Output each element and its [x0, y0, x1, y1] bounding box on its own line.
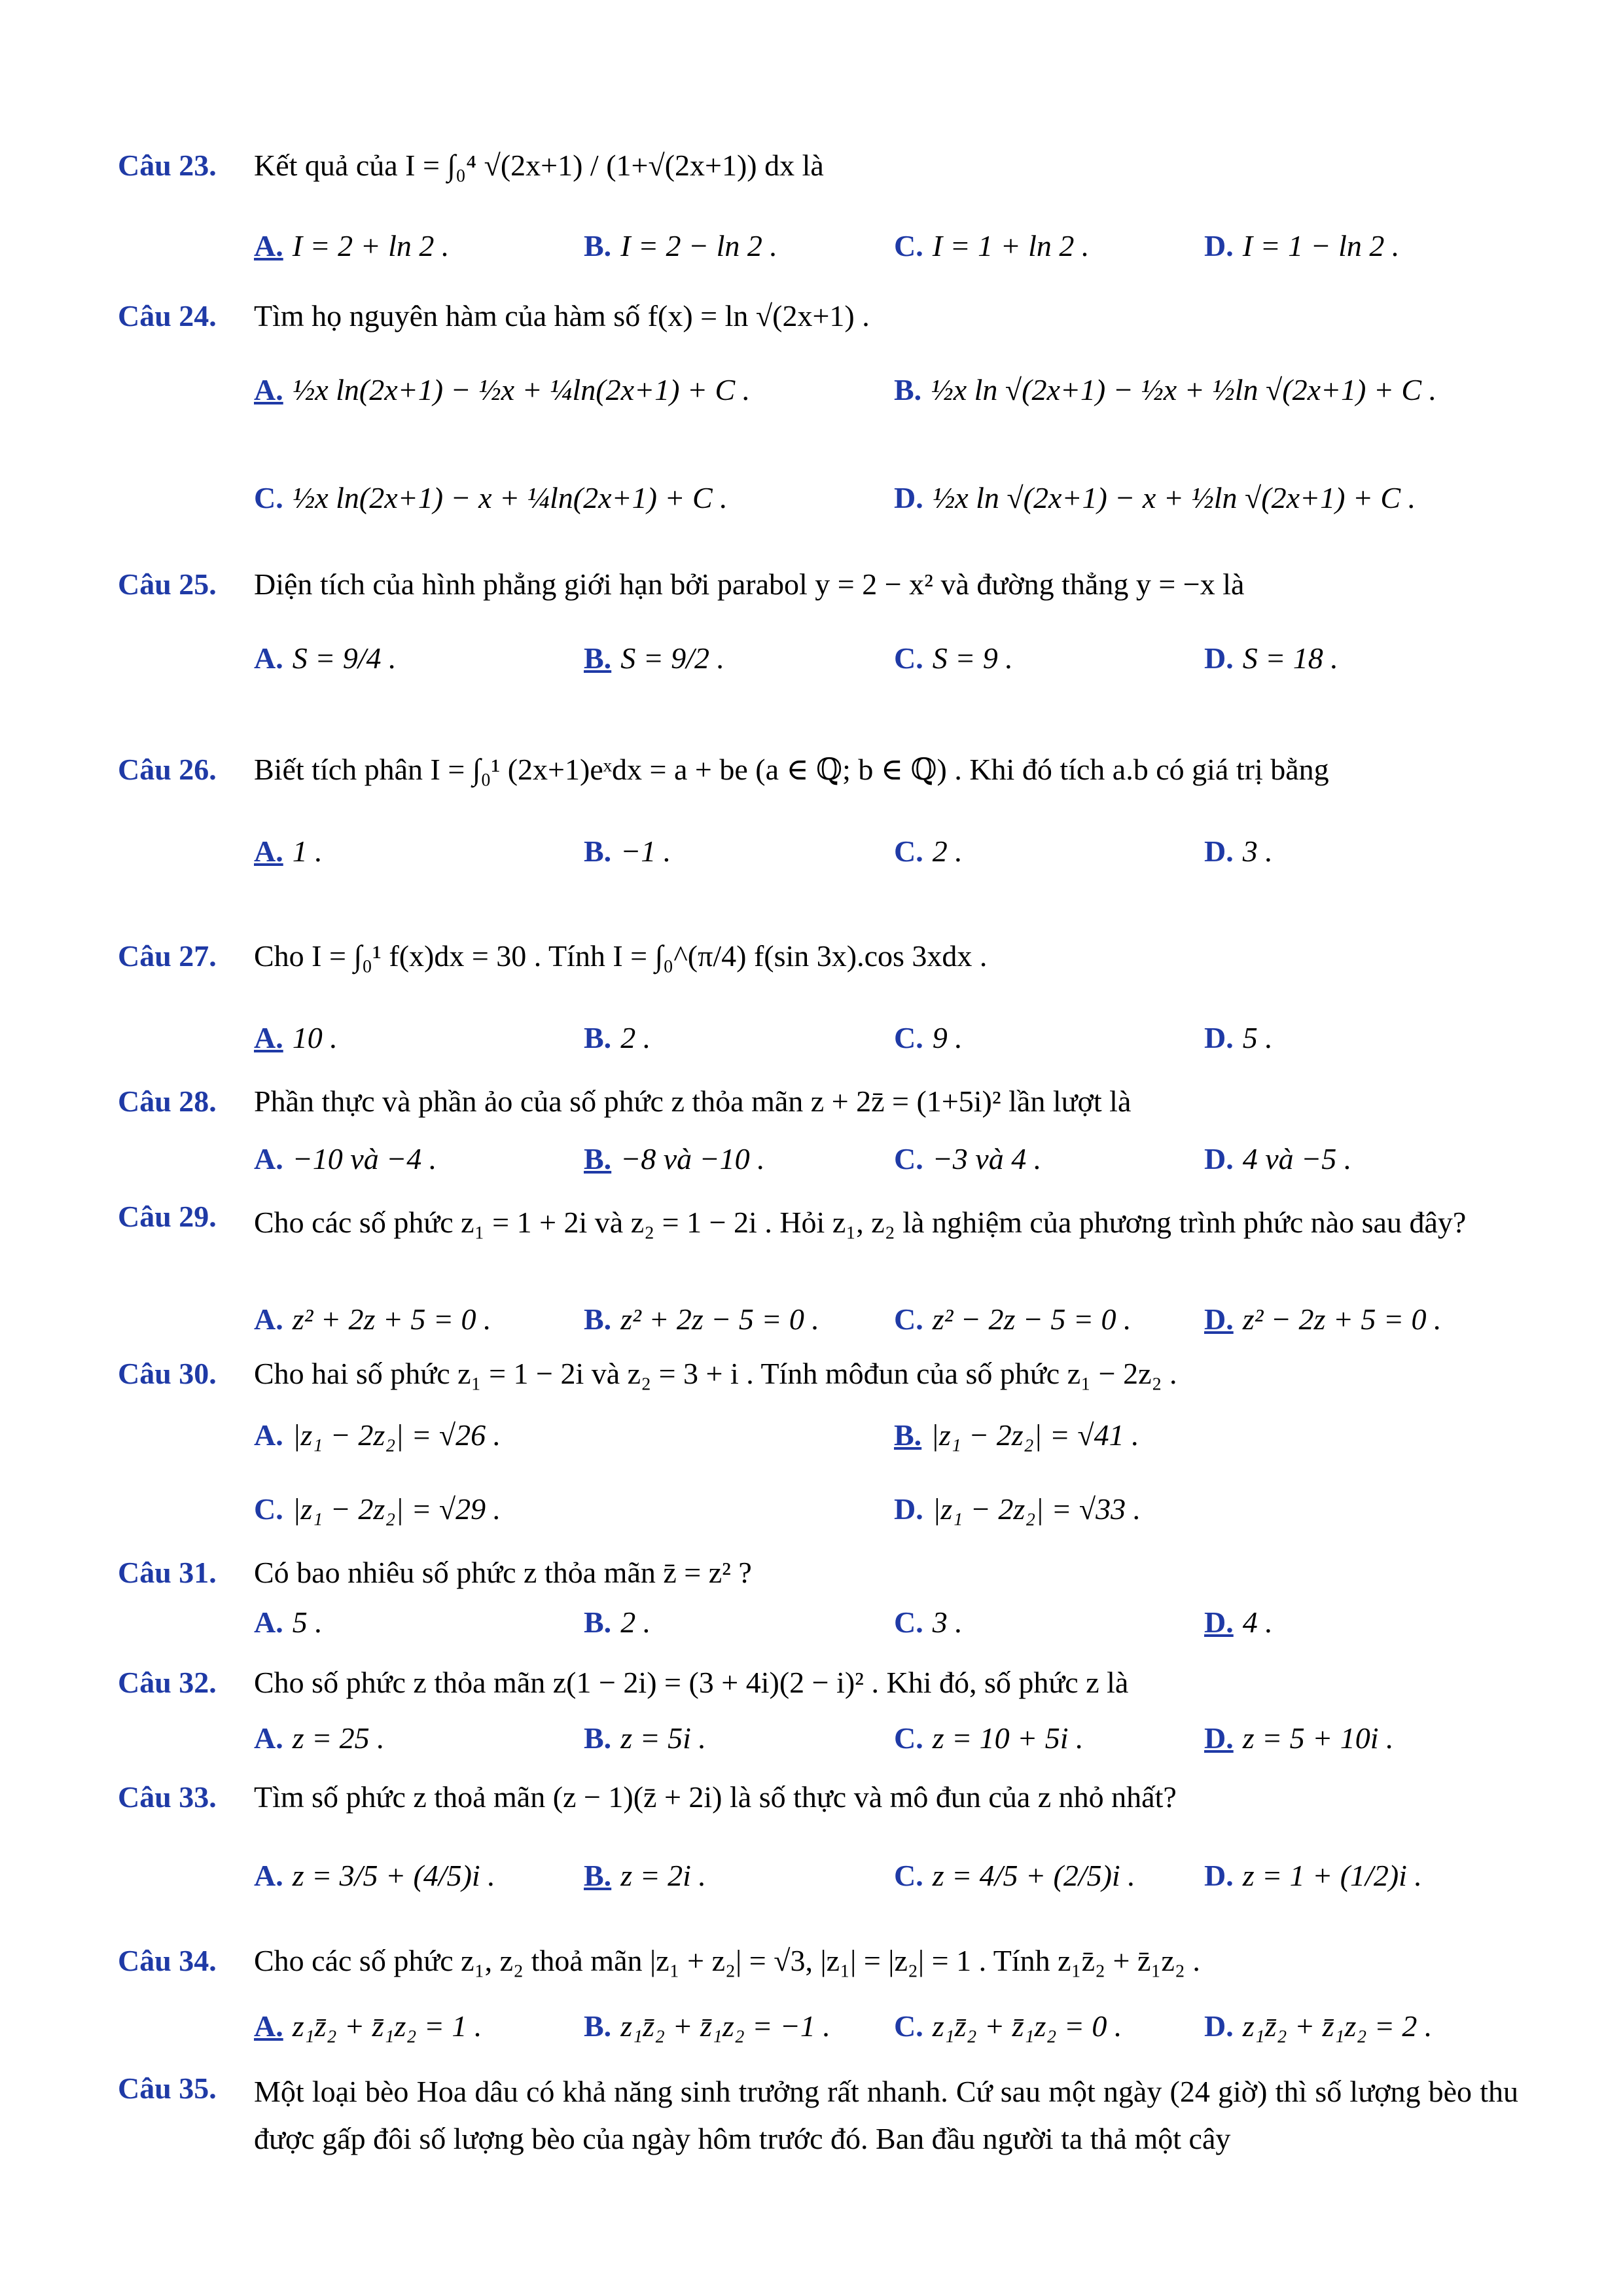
question-label: Câu 31. [118, 1556, 217, 1589]
question-text: Cho hai số phức z₁ = 1 − 2i và z₂ = 3 + i . Tính môđun của số phức z₁ − 2z₂ . [254, 1357, 1177, 1390]
option-a [254, 638, 397, 679]
option-text: z = 4/5 + (2/5)i . [932, 1859, 1135, 1892]
option-d [1204, 1139, 1351, 1179]
question-text: Biết tích phân I = ∫₀¹ (2x+1)eˣdx = a + be (a ∈ ℚ; b ∈ ℚ) . Khi đó tích a.b có giá trị bằng [254, 753, 1329, 786]
option-d [1204, 1602, 1273, 1643]
option-text: 10 . [292, 1021, 338, 1054]
option-letter: A. [254, 1721, 283, 1755]
option-letter: D. [1204, 1021, 1234, 1054]
option-text: I = 1 + ln 2 . [932, 229, 1090, 262]
option-text: z² − 2z − 5 = 0 . [932, 1302, 1132, 1336]
question-text: Một loại bèo Hoa dâu có khả năng sinh trưởng rất nhanh. Cứ sau một ngày (24 giờ) thì số lượng bèo thu được gấp đôi số lượng bèo của ngày hôm trước đó. Ban đầu người ta thả một cây [254, 2075, 1518, 2155]
option-text: I = 2 + ln 2 . [292, 229, 450, 262]
option-letter: C. [894, 1605, 923, 1639]
question-label: Câu 34. [118, 1944, 217, 1977]
option-letter: C. [894, 1859, 923, 1892]
option-letter: A. [254, 834, 283, 868]
option-text: z = 2i . [620, 1859, 706, 1892]
option-text: 3 . [1242, 834, 1273, 868]
option-letter: C. [894, 641, 923, 675]
option-d [1204, 1299, 1441, 1340]
option-letter: D. [1204, 229, 1234, 262]
option-letter: D. [1204, 1142, 1234, 1175]
option-a [254, 1718, 385, 1759]
option-text: z = 5i . [620, 1721, 706, 1755]
option-letter: B. [894, 373, 922, 406]
question-29 [118, 1196, 1518, 1282]
question-label: Câu 32. [118, 1666, 217, 1699]
option-letter: B. [584, 1605, 612, 1639]
option-c [894, 831, 963, 872]
option-text: ½x ln(2x+1) − ½x + ¼ln(2x+1) + C . [292, 373, 751, 406]
option-a [254, 1139, 437, 1179]
question-text: Cho các số phức z₁ = 1 + 2i và z₂ = 1 − 2i . Hỏi z₁, z₂ là nghiệm của phương trình phức nào sau đây? [254, 1206, 1467, 1239]
option-letter: B. [584, 834, 612, 868]
option-text: z² + 2z − 5 = 0 . [620, 1302, 819, 1336]
option-b [584, 1139, 765, 1179]
option-letter: B. [894, 1418, 922, 1452]
option-c [894, 1299, 1131, 1340]
option-text: S = 9/4 . [292, 641, 397, 675]
option-text: −3 và 4 . [932, 1142, 1042, 1175]
option-text: S = 9/2 . [620, 641, 725, 675]
question-label: Câu 26. [118, 753, 217, 786]
option-text: z² − 2z + 5 = 0 . [1242, 1302, 1442, 1336]
option-letter: D. [1204, 1859, 1234, 1892]
option-c [254, 478, 728, 518]
option-letter: A. [254, 229, 283, 262]
option-d [1204, 638, 1338, 679]
option-letter: A. [254, 1021, 283, 1054]
question-text: Diện tích của hình phẳng giới hạn bởi parabol y = 2 − x² và đường thẳng y = −x là [254, 567, 1245, 601]
option-d [1204, 2006, 1432, 2047]
option-d [1204, 1856, 1422, 1896]
option-c [894, 1602, 963, 1643]
option-b [894, 1415, 1139, 1456]
option-letter: C. [894, 834, 923, 868]
question-label: Câu 28. [118, 1085, 217, 1118]
option-letter: C. [254, 481, 283, 514]
option-a [254, 1856, 495, 1896]
option-letter: B. [584, 229, 612, 262]
option-text: 2 . [620, 1021, 651, 1054]
option-a [254, 831, 323, 872]
option-text: −10 và −4 . [292, 1142, 437, 1175]
option-c [894, 1718, 1084, 1759]
option-letter: B. [584, 1721, 612, 1755]
option-letter: C. [894, 2009, 923, 2043]
question-label: Câu 23. [118, 149, 217, 182]
option-text: 2 . [620, 1605, 651, 1639]
option-text: I = 2 − ln 2 . [620, 229, 777, 262]
option-text: |z₁ − 2z₂| = √33 . [932, 1492, 1141, 1526]
question-text: Cho các số phức z₁, z₂ thoả mãn |z₁ + z₂| = √3, |z₁| = |z₂| = 1 . Tính z₁z̄₂ + z̄₁z₂ . [254, 1944, 1200, 1977]
option-letter: B. [584, 1142, 612, 1175]
question-text: Kết quả của I = ∫₀⁴ √(2x+1) / (1+√(2x+1)) dx là [254, 149, 824, 182]
option-c [254, 1489, 501, 1530]
option-letter: A. [254, 2009, 283, 2043]
question-text: Tìm họ nguyên hàm của hàm số f(x) = ln √(2x+1) . [254, 299, 870, 332]
option-c [894, 226, 1089, 266]
question-35 [118, 2068, 1518, 2173]
option-text: z₁z̄₂ + z̄₁z₂ = 1 . [292, 2009, 482, 2043]
option-c [894, 2006, 1122, 2047]
option-b [584, 226, 777, 266]
option-letter: D. [1204, 1721, 1234, 1755]
option-c [894, 638, 1013, 679]
option-text: z = 10 + 5i . [932, 1721, 1084, 1755]
option-a [254, 1018, 338, 1058]
option-text: 5 . [1242, 1021, 1273, 1054]
option-a [254, 1415, 501, 1456]
option-c [894, 1856, 1135, 1896]
option-letter: A. [254, 1418, 283, 1452]
option-d [1204, 831, 1273, 872]
question-label: Câu 35. [118, 2072, 217, 2105]
option-letter: D. [1204, 834, 1234, 868]
option-letter: D. [1204, 641, 1234, 675]
option-text: 1 . [292, 834, 323, 868]
option-letter: D. [1204, 1605, 1234, 1639]
option-text: 4 . [1242, 1605, 1273, 1639]
option-text: ½x ln(2x+1) − x + ¼ln(2x+1) + C . [292, 481, 728, 514]
option-letter: C. [894, 229, 923, 262]
option-text: −8 và −10 . [620, 1142, 765, 1175]
option-letter: C. [894, 1021, 923, 1054]
option-c [894, 1139, 1041, 1179]
option-text: z = 25 . [292, 1721, 385, 1755]
option-b [584, 1299, 819, 1340]
question-label: Câu 29. [118, 1200, 217, 1233]
option-text: z = 5 + 10i . [1242, 1721, 1394, 1755]
option-letter: B. [584, 1302, 612, 1336]
option-text: ½x ln √(2x+1) − ½x + ½ln √(2x+1) + C . [931, 373, 1437, 406]
option-a [254, 2006, 482, 2047]
option-text: 2 . [932, 834, 963, 868]
option-letter: D. [894, 481, 923, 514]
option-letter: D. [1204, 1302, 1234, 1336]
option-text: z₁z̄₂ + z̄₁z₂ = −1 . [620, 2009, 830, 2043]
option-text: 4 và −5 . [1242, 1142, 1352, 1175]
option-letter: B. [584, 641, 612, 675]
option-letter: C. [894, 1302, 923, 1336]
question-text: Tìm số phức z thoả mãn (z − 1)(z̄ + 2i) là số thực và mô đun của z nhỏ nhất? [254, 1780, 1177, 1814]
option-text: z² + 2z + 5 = 0 . [292, 1302, 491, 1336]
option-letter: C. [894, 1142, 923, 1175]
option-letter: B. [584, 1859, 612, 1892]
option-text: S = 18 . [1242, 641, 1338, 675]
option-b [584, 1718, 706, 1759]
option-letter: B. [584, 2009, 612, 2043]
option-b [584, 638, 724, 679]
option-d [1204, 226, 1399, 266]
option-letter: B. [584, 1021, 612, 1054]
question-text: Cho I = ∫₀¹ f(x)dx = 30 . Tính I = ∫₀^(π/4) f(sin 3x).cos 3xdx . [254, 939, 988, 973]
option-text: |z₁ − 2z₂| = √26 . [292, 1418, 501, 1452]
option-a [254, 226, 449, 266]
option-text: ½x ln √(2x+1) − x + ½ln √(2x+1) + C . [932, 481, 1416, 514]
question-text: Có bao nhiêu số phức z thỏa mãn z̄ = z² ? [254, 1556, 752, 1589]
option-text: z = 3/5 + (4/5)i . [292, 1859, 495, 1892]
option-b [584, 831, 671, 872]
option-letter: C. [894, 1721, 923, 1755]
option-a [254, 370, 750, 410]
option-d [894, 478, 1416, 518]
option-b [584, 1018, 651, 1058]
option-letter: D. [1204, 2009, 1234, 2043]
option-letter: A. [254, 373, 283, 406]
question-text: Cho số phức z thỏa mãn z(1 − 2i) = (3 + 4i)(2 − i)² . Khi đó, số phức z là [254, 1666, 1129, 1699]
option-text: 9 . [932, 1021, 963, 1054]
option-text: |z₁ − 2z₂| = √41 . [931, 1418, 1139, 1452]
option-text: S = 9 . [932, 641, 1013, 675]
option-letter: A. [254, 1302, 283, 1336]
option-letter: A. [254, 1605, 283, 1639]
question-label: Câu 33. [118, 1780, 217, 1814]
option-d [1204, 1718, 1394, 1759]
option-a [254, 1602, 323, 1643]
option-letter: A. [254, 1859, 283, 1892]
option-text: 3 . [932, 1605, 963, 1639]
option-text: 5 . [292, 1605, 323, 1639]
option-text: z = 1 + (1/2)i . [1242, 1859, 1422, 1892]
option-d [894, 1489, 1141, 1530]
option-a [254, 1299, 491, 1340]
question-label: Câu 27. [118, 939, 217, 973]
option-d [1204, 1018, 1273, 1058]
option-letter: D. [894, 1492, 923, 1526]
question-label: Câu 30. [118, 1357, 217, 1390]
option-letter: A. [254, 1142, 283, 1175]
option-b [584, 2006, 830, 2047]
option-b [584, 1602, 651, 1643]
option-letter: C. [254, 1492, 283, 1526]
option-letter: A. [254, 641, 283, 675]
option-text: |z₁ − 2z₂| = √29 . [292, 1492, 501, 1526]
option-b [584, 1856, 706, 1896]
option-b [894, 370, 1436, 410]
option-text: −1 . [620, 834, 671, 868]
option-text: z₁z̄₂ + z̄₁z₂ = 0 . [932, 2009, 1122, 2043]
option-c [894, 1018, 963, 1058]
option-text: z₁z̄₂ + z̄₁z₂ = 2 . [1242, 2009, 1433, 2043]
question-text: Phần thực và phần ảo của số phức z thỏa mãn z + 2z̄ = (1+5i)² lần lượt là [254, 1085, 1132, 1118]
option-text: I = 1 − ln 2 . [1242, 229, 1400, 262]
question-label: Câu 25. [118, 567, 217, 601]
question-label: Câu 24. [118, 299, 217, 332]
